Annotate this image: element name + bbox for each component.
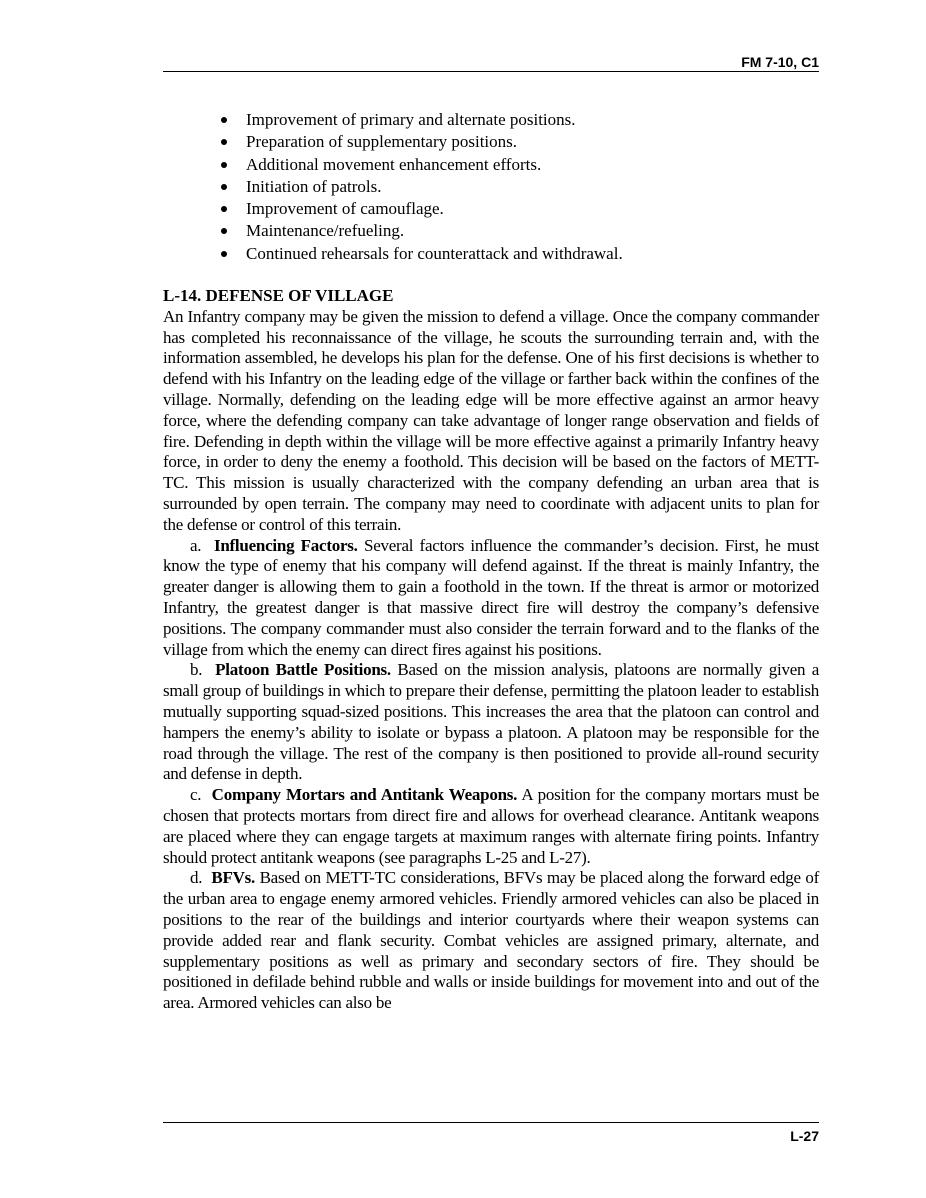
list-item: Maintenance/refueling. bbox=[221, 220, 821, 242]
subsection-paragraph bbox=[163, 660, 819, 785]
subsection-text: A position for the company mortars must be chosen that protects mortars from direct fire and allows for overhead clearance. Antitank weapons are placed where they can engage targets at maximum ranges with alternate firing points. Infantry should protect antitank weapons (see paragraphs L-25 and L-27). bbox=[163, 785, 820, 867]
subsection-text: Several factors influence the commander’s decision. First, he must know the type of enemy that his company will defend against. If the threat is mainly Infantry, the greater danger is allowing them to gain a foothold in the town. If the threat is armor or motorized Infantry, the greatest danger is that massive direct fire will destroy the company’s defensive positions. The company commander must also consider the terrain forward and to the flanks of the village from which the enemy can direct fires against his positions. bbox=[163, 535, 820, 659]
subsection-paragraph bbox=[163, 536, 819, 661]
subsection-letter: c. bbox=[190, 785, 202, 805]
bullet-list bbox=[221, 109, 821, 265]
section-body bbox=[163, 286, 819, 1014]
subsection-title: Platoon Battle Positions. bbox=[215, 660, 391, 680]
list-item: Additional movement enhancement efforts. bbox=[221, 154, 821, 176]
subsection-paragraph bbox=[163, 868, 819, 1014]
subsection-title: Influencing Factors. bbox=[213, 535, 358, 555]
section-intro-paragraph: An Infantry company may be given the mission to defend a village. Once the company commander has completed his reconnaissance of the village, he scouts the surrounding terrain and, with the information assembled, he develops his plan for the defense. One of his first decisions is whether to defend with his Infantry on the leading edge of the village or farther back within the confines of the village. Normally, defending on the leading edge will be more effective against an armor heavy force, where the defending company can take advantage of longer range observation and fields of fire. Defending in depth within the village will be more effective against a primarily Infantry heavy force, in order to deny the enemy a foothold. This decision will be based on the factors of METT-TC. This mission is usually characterized with the company defending an urban area that is surrounded by open terrain. The company may need to coordinate with adjacent units to plan for the defense or control of this terrain. bbox=[163, 306, 819, 534]
list-item: Improvement of camouflage. bbox=[221, 198, 821, 220]
section-title: L-14. DEFENSE OF VILLAGE bbox=[163, 286, 394, 305]
document-id-header: FM 7-10, C1 bbox=[741, 54, 819, 70]
subsection-text: Based on METT-TC considerations, BFVs may be placed along the forward edge of the urban area to engage enemy armored vehicles. Friendly armored vehicles can also be placed in positions to the rear of the buildings and interior courtyards where their weapon systems can provide added rear and flank security. Combat vehicles are assigned primary, alternate, and supplementary positions as well as primary and secondary sectors of fire. They should be positioned in defilade behind rubble and walls or inside buildings for movement into and out of the area. Armored vehicles can also be bbox=[163, 868, 820, 1013]
subsection-letter: d. bbox=[190, 868, 203, 888]
list-item: Initiation of patrols. bbox=[221, 176, 821, 198]
subsection-paragraph bbox=[163, 785, 819, 868]
subsection-title: Company Mortars and Antitank Weapons. bbox=[211, 785, 518, 805]
list-item: Improvement of primary and alternate positions. bbox=[221, 109, 821, 131]
list-item: Continued rehearsals for counterattack and withdrawal. bbox=[221, 243, 821, 265]
subsection-letter: a. bbox=[190, 535, 202, 555]
footer-rule bbox=[163, 1122, 819, 1123]
list-item: Preparation of supplementary positions. bbox=[221, 131, 821, 153]
header-rule bbox=[163, 71, 819, 72]
subsection-title: BFVs. bbox=[211, 868, 255, 888]
subsection-letter: b. bbox=[190, 660, 203, 680]
subsection-text: Based on the mission analysis, platoons are normally given a small group of buildings in which to prepare their defense, permitting the platoon leader to establish mutually supporting squad-sized positions. This increases the area that the platoon can control and hampers the enemy’s ability to isolate or bypass a platoon. A platoon may be responsible for the road through the village. The rest of the company is then positioned to provide all-round security and defense in depth. bbox=[163, 660, 820, 784]
page-number: L-27 bbox=[790, 1128, 819, 1144]
